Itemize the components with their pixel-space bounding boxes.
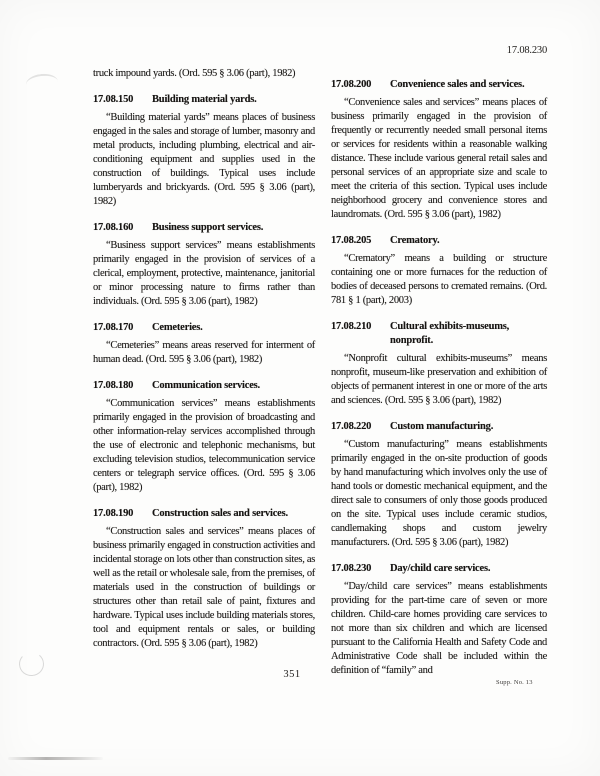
- section-number: 17.08.190: [93, 508, 134, 519]
- section-heading: [331, 78, 547, 92]
- section-number: 17.08.200: [331, 79, 372, 90]
- section-17-08-160: [93, 221, 315, 309]
- section-title: Convenience sales and services.: [390, 79, 525, 90]
- section-heading: [331, 320, 547, 348]
- section-number: 17.08.205: [331, 235, 372, 246]
- section-body: “Custom manufacturing” means establishments primarily engaged in the on-site production of goods by hand manufacturing which involves only the use of hand tools or domestic mechanical equipment, and the direct sale to consumers of only those goods produced on the site. Typical uses include ceramic studios, candlemaking shops and custom jewelry manufacturers. (Ord. 595 § 3.06 (part), 1982): [331, 439, 547, 548]
- section-heading: [331, 562, 547, 576]
- section-17-08-180: [93, 379, 315, 495]
- running-header-section-ref: 17.08.230: [506, 45, 547, 56]
- section-heading: [93, 321, 315, 335]
- section-title: Construction sales and services.: [152, 508, 288, 519]
- section-17-08-210: [331, 320, 547, 408]
- page-number: 351: [283, 669, 301, 680]
- section-17-08-220: [331, 420, 547, 550]
- right-column: [331, 78, 547, 678]
- scan-artifact-smudge-line: [8, 757, 103, 760]
- section-body: “Nonprofit cultural exhibits-museums” means nonprofit, museum-like preservation and exhibition of objects of permanent interest in one or more of the arts and sciences. (Ord. 595 § 3.06 (part), 1982): [331, 353, 547, 406]
- section-body: “Cemeteries” means areas reserved for interment of human dead. (Ord. 595 § 3.06 (part), 1982): [93, 340, 315, 365]
- section-number: 17.08.230: [331, 563, 372, 574]
- section-17-08-150: [93, 93, 315, 209]
- section-17-08-200: [331, 78, 547, 222]
- scan-artifact-top-curl: [25, 72, 59, 93]
- section-title: Building material yards.: [152, 94, 257, 105]
- section-number: 17.08.220: [331, 421, 372, 432]
- section-title: Custom manufacturing.: [390, 421, 494, 432]
- section-body: “Communication services” means establishments primarily engaged in the provision of broadcasting and other information-relay services accomplished through the use of electronic and telephonic mechanisms, but excluding television studios, telecommunication service centers or telegraph service offices. (Ord. 595 § 3.06 (part), 1982): [93, 398, 315, 493]
- section-heading: [93, 507, 315, 521]
- section-body: “Crematory” means a building or structure containing one or more furnaces for the reduction of bodies of deceased persons to cremated remains. (Ord. 781 § 1 (part), 2003): [331, 253, 547, 306]
- section-body: “Day/child care services” means establishments providing for the part-time care of seven or more children. Child-care homes providing care services to not more than six children and which are licensed pursuant to the California Health and Safety Code and Administrative Code shall be included within the definition of “family” and: [331, 581, 547, 676]
- section-17-08-170: [93, 321, 315, 367]
- section-17-08-190: [93, 507, 315, 651]
- section-title: Day/child care services.: [390, 563, 491, 574]
- section-17-08-205: [331, 234, 547, 308]
- section-heading: [93, 221, 315, 235]
- section-title: Cemeteries.: [152, 322, 203, 333]
- scan-artifact-bottom-curl: [18, 651, 45, 677]
- section-number: 17.08.170: [93, 322, 134, 333]
- section-heading: [331, 420, 547, 434]
- section-title: Crematory.: [390, 235, 440, 246]
- section-title: Cultural exhibits-museums, nonprofit.: [390, 321, 510, 346]
- section-heading: [93, 93, 315, 107]
- section-number: 17.08.180: [93, 380, 134, 391]
- section-title: Business support services.: [152, 222, 264, 233]
- continued-paragraph: truck impound yards. (Ord. 595 § 3.06 (part), 1982): [93, 68, 296, 79]
- section-heading: [331, 234, 547, 248]
- section-body: “Construction sales and services” means places of business primarily engaged in construction activities and incidental storage on lots other than construction sites, as well as the retail or wholesale sale, from the premises, of materials used in the construction of buildings or structures other than retail sale of paint, fixtures and hardware. Typical uses include building materials stores, tool and equipment rentals or sales, or building contractors. (Ord. 595 § 3.06 (part), 1982): [93, 526, 315, 649]
- section-body: “Business support services” means establishments primarily engaged in the provision of services of a clerical, employment, protective, maintenance, janitorial or minor processing nature to firms rather than individuals. (Ord. 595 § 3.06 (part), 1982): [93, 240, 315, 307]
- left-column: [93, 67, 315, 651]
- supplement-note: Supp. No. 13: [496, 679, 533, 686]
- section-body: “Building material yards” means places of business engaged in the sales and storage of lumber, masonry and metal products, including plumbing, electrical and air-conditioning equipment and supplies used in the construction of buildings. Typical uses include lumberyards and brickyards. (Ord. 595 § 3.06 (part), 1982): [93, 112, 315, 207]
- section-number: 17.08.210: [331, 321, 372, 332]
- section-17-08-230: [331, 562, 547, 678]
- section-heading: [93, 379, 315, 393]
- section-body: “Convenience sales and services” means places of business primarily engaged in the provision of frequently or recurrently needed small personal items or services for residents within a reasonable walking distance. These include various general retail sales and personal services of an appropriate size and scale to meet the criteria of this section. Typical uses include neighborhood grocery and convenience stores and laundromats. (Ord. 595 § 3.06 (part), 1982): [331, 97, 547, 220]
- section-title: Communication services.: [152, 380, 260, 391]
- section-number: 17.08.160: [93, 222, 134, 233]
- section-number: 17.08.150: [93, 94, 134, 105]
